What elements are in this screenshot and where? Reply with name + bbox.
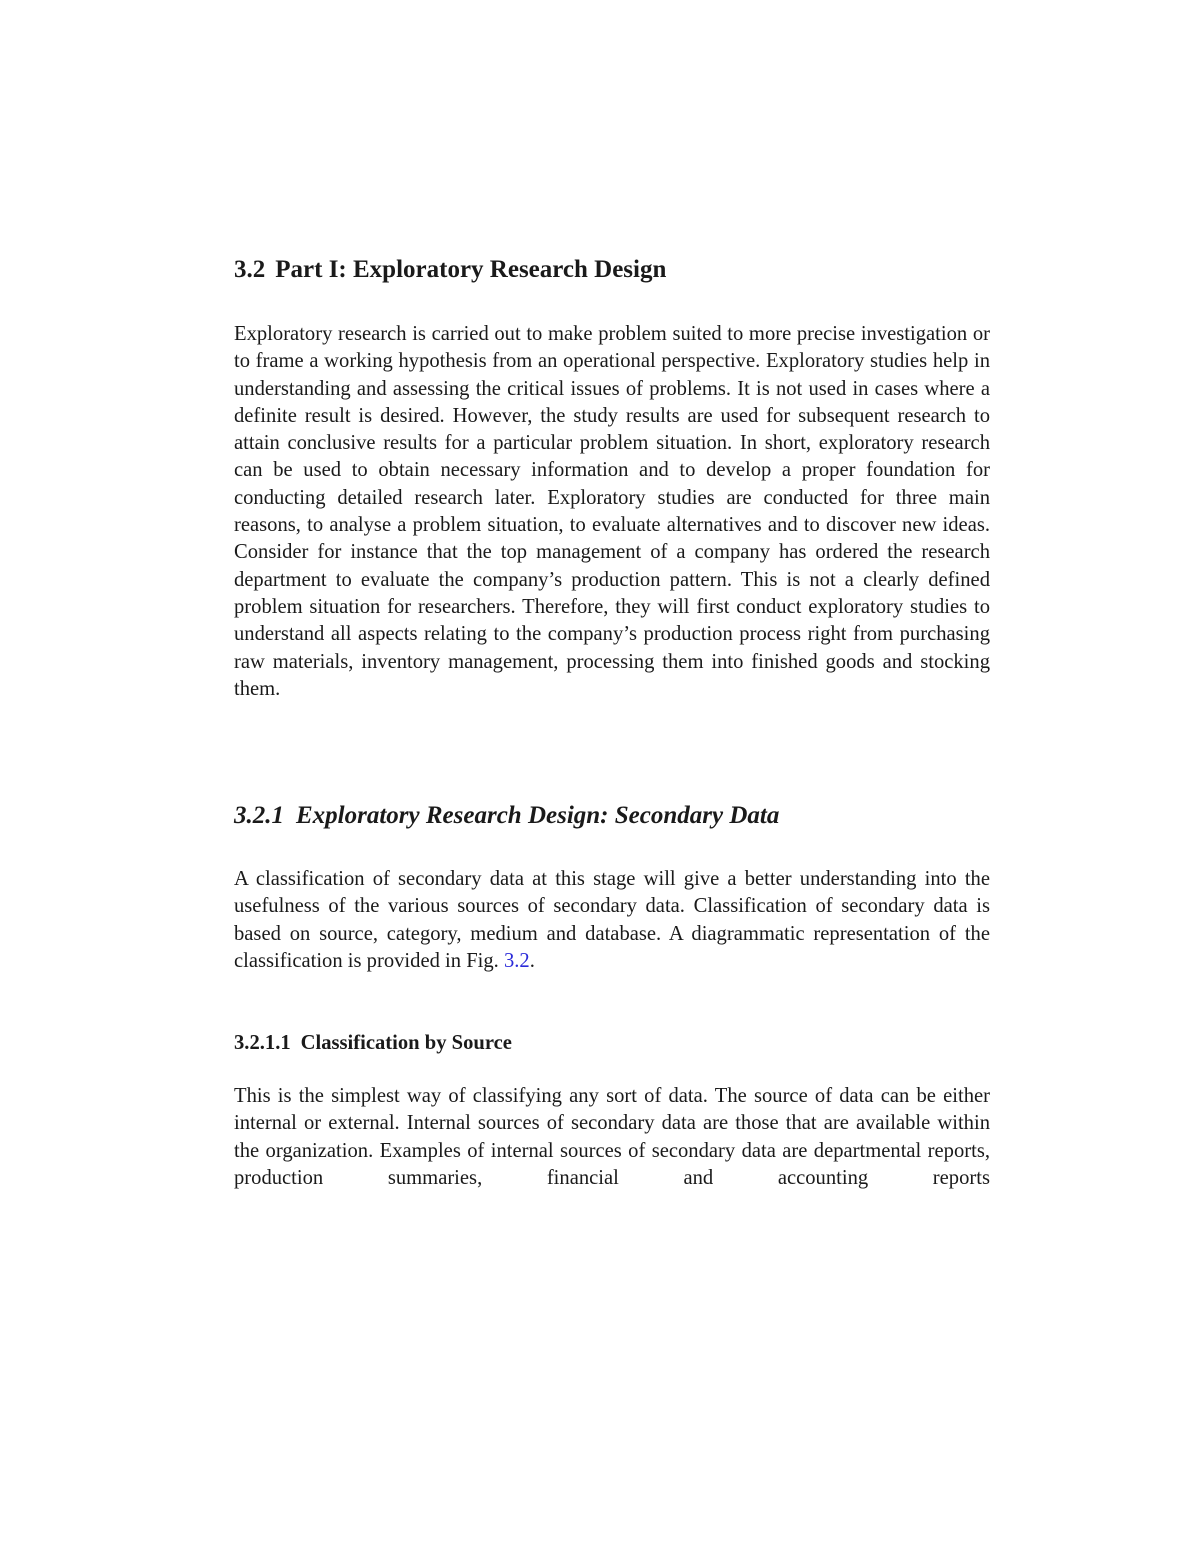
subsection-number: 3.2.1	[234, 802, 284, 829]
subsubsection-title: Classification by Source	[300, 1032, 512, 1054]
subsubsection-number: 3.2.1.1	[234, 1032, 291, 1054]
section-paragraph: Exploratory research is carried out to make problem suited to more precise investigation or to frame a working hypothesis from an operational perspective. Exploratory studies help in understanding and assessing the critical issues of problems. It is not used in cases where a definite result is desired. However, the study results are used for subsequent research to attain conclusive results for a particular problem situation. In short, exploratory research can be used to obtain necessary information and to develop a proper foundation for conducting detailed research later. Exploratory studies are conducted for three main reasons, to analyse a problem situation, to evaluate alternatives and to discover new ideas. Consider for instance that the top management of a company has ordered the research department to evaluate the company’s production pattern. This is not a clearly defined problem situation for researchers. Therefore, they will first conduct exploratory studies to understand all aspects relating to the company’s production process right from purchasing raw materials, inventory management, processing them into finished goods and stocking them.	[234, 323, 990, 700]
section-number: 3.2	[234, 256, 266, 283]
subsection-paragraph-end: .	[529, 949, 535, 972]
subsubsection-paragraph: This is the simplest way of classifying any sort of data. The source of data can be either internal or external. Internal sources of secondary data are those that are available within the organization. Examples of internal sources of secondary data are departmental reports, production summaries, financial and accounting reports	[234, 1085, 990, 1189]
subsection-title: Exploratory Research Design: Secondary Data	[296, 802, 780, 829]
subsubsection-heading	[234, 1030, 512, 1057]
subsection-paragraph-text: A classification of secondary data at this stage will give a better understanding into the usefulness of the various sources of secondary data. Classification of secondary data is based on source, category, medium and database. A diagrammatic representation of the classification is provided in Fig.	[234, 868, 990, 972]
figure-link[interactable]: 3.2	[503, 949, 530, 972]
section-heading	[234, 254, 666, 286]
subsection-paragraph	[234, 866, 990, 975]
section-title: Part I: Exploratory Research Design	[275, 256, 667, 283]
subsection-heading	[234, 800, 779, 832]
